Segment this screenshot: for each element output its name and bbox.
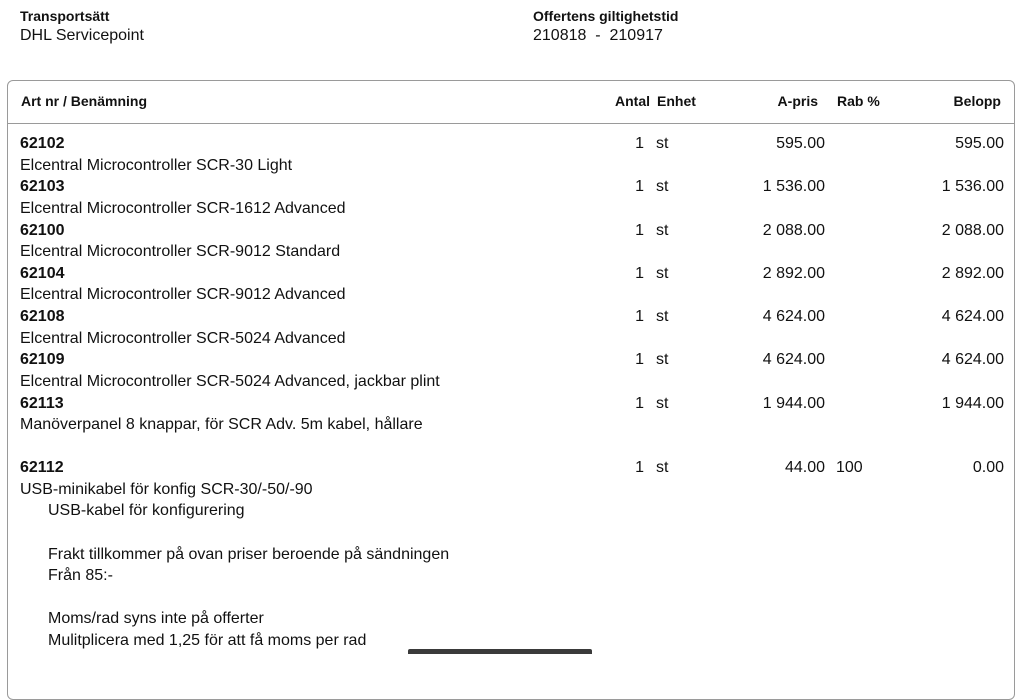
table-row <box>0 306 1024 349</box>
header-antal: Antal <box>615 93 650 109</box>
amount: 2 088.00 <box>941 221 1004 239</box>
item-description: Elcentral Microcontroller SCR-30 Light <box>20 156 293 174</box>
unit-price: 1 944.00 <box>762 394 825 412</box>
item-description: Elcentral Microcontroller SCR-9012 Advanced <box>20 286 346 304</box>
unit: st <box>656 264 669 282</box>
quantity: 1 <box>635 178 644 196</box>
header-rab: Rab % <box>837 93 880 109</box>
quantity: 1 <box>635 308 644 326</box>
unit-price: 44.00 <box>784 459 825 477</box>
table-row <box>0 393 1024 436</box>
art-number: 62103 <box>20 178 65 196</box>
unit-price: 2 892.00 <box>762 264 825 282</box>
quantity: 1 <box>635 351 644 369</box>
art-number: 62108 <box>20 308 65 326</box>
item-description: Manöverpanel 8 knappar, för SCR Adv. 5m kabel, hållare <box>20 416 423 434</box>
note-line: USB-kabel för konfigurering <box>48 502 245 520</box>
amount: 1 536.00 <box>941 178 1004 196</box>
unit: st <box>656 221 669 239</box>
unit: st <box>656 178 669 196</box>
amount: 2 892.00 <box>941 264 1004 282</box>
note-line: Mulitplicera med 1,25 för att få moms per rad <box>48 631 367 649</box>
note-spacer <box>48 522 1024 544</box>
unit: st <box>656 135 669 152</box>
amount: 4 624.00 <box>941 308 1004 326</box>
art-number: 62102 <box>20 135 65 152</box>
table-row <box>0 349 1024 392</box>
item-description: USB-minikabel för konfig SCR-30/-50/-90 <box>20 480 313 498</box>
table-row <box>0 176 1024 219</box>
unit-price: 4 624.00 <box>762 351 825 369</box>
item-notes <box>0 500 1024 651</box>
table-row <box>0 457 1024 500</box>
table-body <box>0 133 1024 652</box>
quantity: 1 <box>635 221 644 239</box>
header-art: Art nr / Benämning <box>21 93 148 109</box>
discount: 100 <box>836 459 863 477</box>
table-header <box>8 81 1014 124</box>
transport-value: DHL Servicepoint <box>20 27 144 44</box>
unit: st <box>656 308 669 326</box>
note-line: Från 85:- <box>48 567 113 585</box>
amount: 595.00 <box>955 135 1004 152</box>
art-number: 62104 <box>20 264 65 282</box>
art-number: 62113 <box>20 394 64 412</box>
art-number: 62109 <box>20 351 65 369</box>
item-description: Elcentral Microcontroller SCR-9012 Standard <box>20 243 341 261</box>
amount: 1 944.00 <box>941 394 1004 412</box>
item-description: Elcentral Microcontroller SCR-5024 Advanced, jackbar plint <box>20 372 440 390</box>
validity-block <box>533 7 678 47</box>
unit: st <box>656 394 669 412</box>
note-line: Moms/rad syns inte på offerter <box>48 610 264 628</box>
art-number: 62100 <box>20 221 65 239</box>
transport-block <box>20 7 144 47</box>
bottom-toolbar-handle[interactable] <box>408 649 592 654</box>
quantity: 1 <box>635 135 644 152</box>
note-spacer <box>48 587 1024 609</box>
header-belopp: Belopp <box>953 93 1001 109</box>
unit: st <box>656 459 669 477</box>
unit-price: 4 624.00 <box>762 308 825 326</box>
unit: st <box>656 351 669 369</box>
item-description: Elcentral Microcontroller SCR-5024 Advanced <box>20 329 346 347</box>
art-number: 62112 <box>20 459 64 477</box>
unit-price: 595.00 <box>776 135 825 152</box>
quantity: 1 <box>635 459 644 477</box>
header-enhet: Enhet <box>657 93 696 109</box>
validity-value: 210818 - 210917 <box>533 27 663 44</box>
table-row <box>0 220 1024 263</box>
amount: 4 624.00 <box>941 351 1004 369</box>
unit-price: 2 088.00 <box>762 221 825 239</box>
amount: 0.00 <box>972 459 1004 477</box>
transport-label: Transportsätt <box>20 8 110 24</box>
unit-price: 1 536.00 <box>762 178 825 196</box>
quantity: 1 <box>635 394 644 412</box>
table-row <box>0 263 1024 306</box>
header-apris: A-pris <box>777 93 818 109</box>
table-row <box>0 133 1024 176</box>
quantity: 1 <box>635 264 644 282</box>
note-line: Frakt tillkommer på ovan priser beroende på sändningen <box>48 545 450 563</box>
item-description: Elcentral Microcontroller SCR-1612 Advanced <box>20 199 346 217</box>
validity-label: Offertens giltighetstid <box>533 8 679 24</box>
